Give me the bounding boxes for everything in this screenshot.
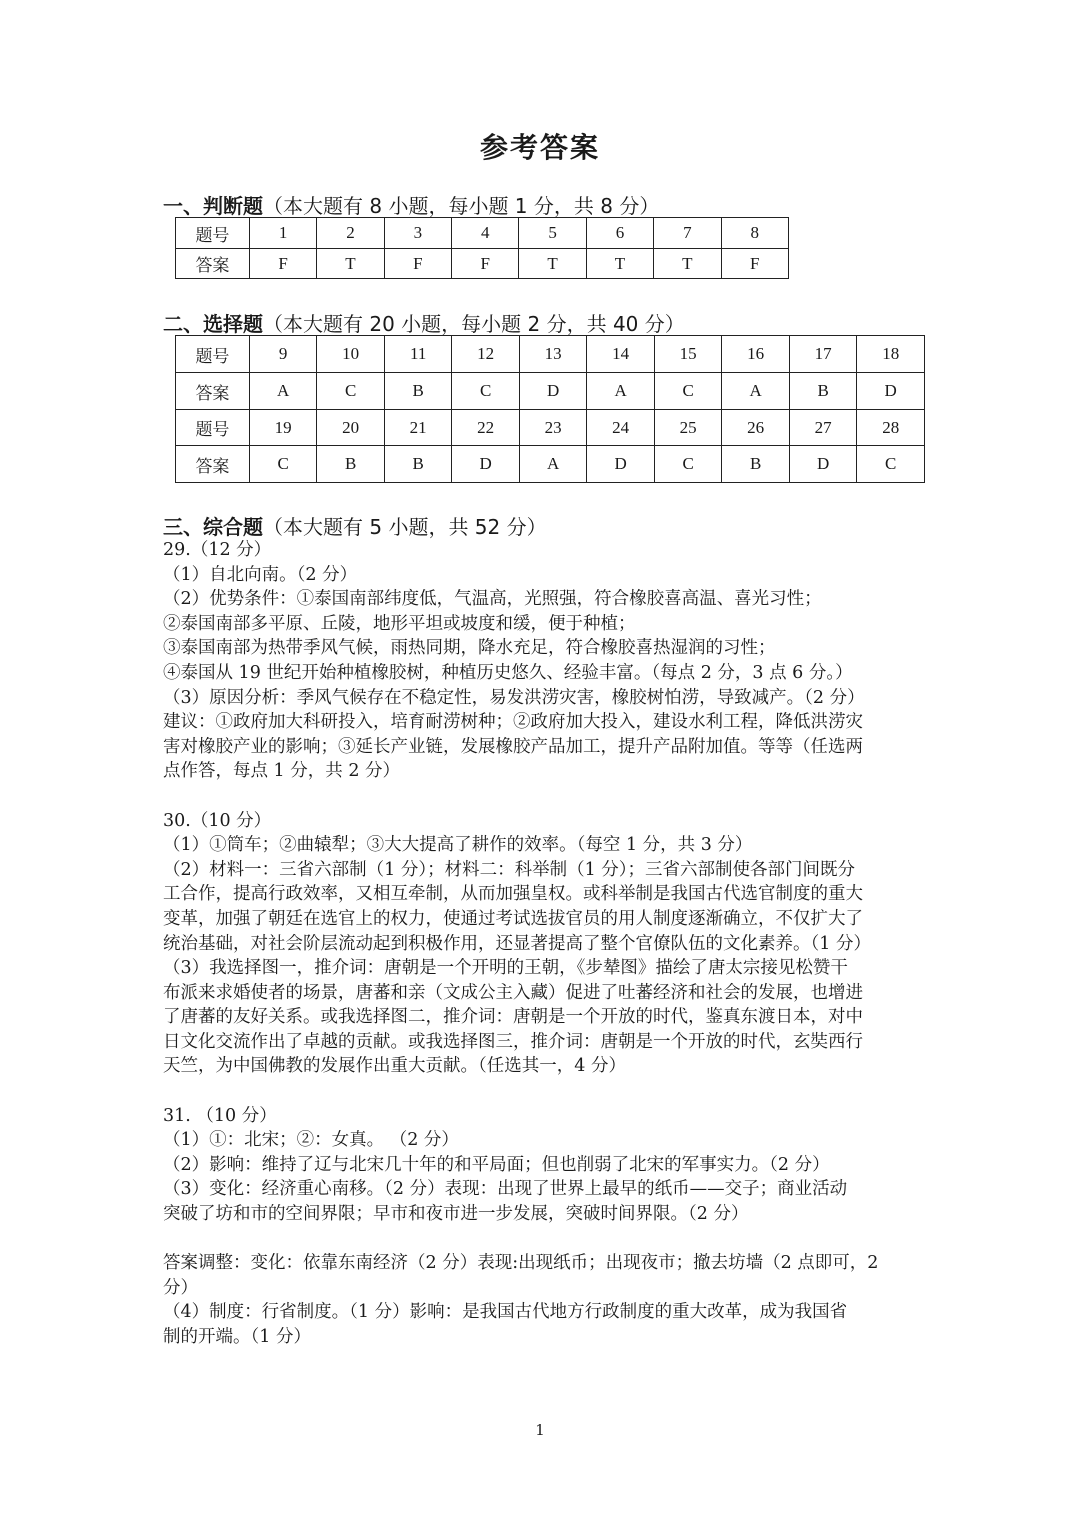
- answer-line: （2）影响：维持了辽与北宋几十年的和平局面；但也削弱了北宋的军事实力。（2 分）: [163, 1154, 830, 1175]
- answer-line: （2）材料一：三省六部制（1 分）；材料二：科举制（1 分）；三省六部制使各部门间既分: [163, 859, 856, 880]
- choice-answer-table: [175, 335, 925, 483]
- table-row: [176, 373, 925, 410]
- answer-line: 分）: [163, 1277, 198, 1298]
- answer-line: （3）原因分析：季风气候存在不稳定性，易发洪涝灾害，橡胶树怕涝，导致减产。（2 分）: [163, 687, 865, 708]
- answer-cell: T: [317, 249, 384, 279]
- answer-cell: T: [519, 249, 586, 279]
- question-number: 27: [789, 410, 857, 446]
- row-label-question: 题号: [176, 336, 250, 373]
- question-number: 5: [519, 218, 586, 249]
- answer-line: 制的开端。（1 分）: [163, 1327, 311, 1347]
- answer-cell: B: [384, 373, 452, 410]
- answer-cell: C: [249, 446, 317, 483]
- section3-heading-note: （本大题有 5 小题，共 52 分）: [263, 515, 547, 539]
- answer-cell: A: [519, 446, 587, 483]
- table-row: [176, 446, 925, 483]
- table-row: [176, 218, 789, 249]
- answer-line: 害对橡胶产业的影响；③延长产业链，发展橡胶产品加工，提升产品附加值。等等（任选两: [163, 736, 863, 757]
- row-label-question: 题号: [176, 410, 250, 446]
- answer-cell: C: [317, 373, 385, 410]
- question-number: 15: [654, 336, 722, 373]
- section1-heading-note: （本大题有 8 小题，每小题 1 分，共 8 分）: [263, 194, 660, 218]
- question-number: 18: [857, 336, 925, 373]
- answer-line: 统治基础，对社会阶层流动起到积极作用，还显著提高了整个官僚队伍的文化素养。（1 分）: [163, 933, 871, 954]
- section2-heading: [163, 308, 685, 337]
- answer-cell: T: [586, 249, 653, 279]
- answer-cell: C: [452, 373, 520, 410]
- question-31-answer: [163, 1104, 923, 1227]
- answer-line: 天竺，为中国佛教的发展作出重大贡献。（任选其一，4 分）: [163, 1056, 626, 1077]
- question-number: 13: [519, 336, 587, 373]
- answer-line: ②泰国南部多平原、丘陵，地形平坦或坡度和缓，便于种植；: [163, 613, 636, 634]
- answer-line: ③泰国南部为热带季风气候，雨热同期，降水充足，符合橡胶喜热湿润的习性；: [163, 638, 776, 659]
- question-number: 24: [587, 410, 655, 446]
- answer-line: 工合作，提高行政效率，又相互牵制，从而加强皇权。或科举制是我国古代选官制度的重大: [163, 884, 863, 905]
- question-number: 8: [721, 218, 789, 249]
- table-row: [176, 410, 925, 446]
- answer-line: 突破了坊和市的空间界限；早市和夜市进一步发展，突破时间界限。（2 分）: [163, 1204, 749, 1225]
- answer-cell: C: [654, 373, 722, 410]
- question-number: 10: [317, 336, 385, 373]
- row-label-question: 题号: [176, 218, 250, 249]
- question-number: 14: [587, 336, 655, 373]
- answer-line: （1）①筒车；②曲辕犁；③大大提高了耕作的效率。（每空 1 分，共 3 分）: [163, 835, 753, 856]
- page-title: 参考答案: [479, 131, 600, 164]
- answer-cell: A: [249, 373, 317, 410]
- answer-cell: A: [587, 373, 655, 410]
- answer-cell: B: [789, 373, 857, 410]
- section3-heading-label: 三、综合题: [163, 515, 263, 539]
- answer-line: ④泰国从 19 世纪开始种植橡胶树，种植历史悠久、经验丰富。（每点 2 分，3 点 6 分。）: [163, 662, 853, 683]
- answer-cell: B: [384, 446, 452, 483]
- answer-line: 答案调整：变化：依靠东南经济（2 分）表现:出现纸币；出现夜市；撤去坊墙（2 点即可，2: [163, 1253, 879, 1274]
- answer-cell: C: [857, 446, 925, 483]
- question-number: 7: [654, 218, 721, 249]
- question-number: 11: [384, 336, 452, 373]
- answer-cell: D: [857, 373, 925, 410]
- section1-heading-label: 一、判断题: [163, 194, 263, 218]
- answer-line: 31. （10 分）: [163, 1105, 277, 1126]
- row-label-answer: 答案: [176, 249, 250, 279]
- question-31-adjustment: [163, 1251, 923, 1349]
- answer-line: 日文化交流作出了卓越的贡献。或我选择图三，推介词：唐朝是一个开放的时代，玄奘西行: [163, 1031, 863, 1052]
- question-29-answer: [163, 538, 923, 784]
- answer-line: （4）制度：行省制度。（1 分）影响：是我国古代地方行政制度的重大改革，成为我国省: [163, 1302, 848, 1323]
- answer-cell: D: [519, 373, 587, 410]
- question-number: 3: [384, 218, 451, 249]
- section3-heading: [163, 511, 547, 540]
- question-number: 9: [249, 336, 317, 373]
- question-number: 1: [249, 218, 316, 249]
- section2-heading-note: （本大题有 20 小题，每小题 2 分，共 40 分）: [263, 312, 685, 336]
- answer-cell: F: [452, 249, 519, 279]
- judgement-answer-table: [175, 217, 789, 279]
- answer-cell: D: [452, 446, 520, 483]
- answer-line: 30.（10 分）: [163, 810, 272, 831]
- question-number: 23: [519, 410, 587, 446]
- answer-cell: F: [384, 249, 451, 279]
- answer-cell: F: [721, 249, 789, 279]
- answer-line: 点作答，每点 1 分，共 2 分）: [163, 761, 401, 782]
- section1-heading: [163, 190, 659, 219]
- comprehensive-answers: [163, 538, 923, 1350]
- answer-cell: T: [654, 249, 721, 279]
- question-number: 20: [317, 410, 385, 446]
- question-30-answer: [163, 809, 923, 1080]
- answer-cell: A: [722, 373, 790, 410]
- question-number: 21: [384, 410, 452, 446]
- page-number: 1: [535, 1421, 545, 1439]
- answer-line: 布派来求婚使者的场景，唐蕃和亲（文成公主入藏）促进了吐蕃经济和社会的发展，也增进: [163, 982, 863, 1003]
- answer-cell: D: [587, 446, 655, 483]
- answer-cell: B: [317, 446, 385, 483]
- question-number: 19: [249, 410, 317, 446]
- answer-line: 建议：①政府加大科研投入，培育耐涝树种；②政府加大投入，建设水利工程，降低洪涝灾: [163, 712, 863, 733]
- row-label-answer: 答案: [176, 373, 250, 410]
- question-number: 4: [452, 218, 519, 249]
- answer-cell: D: [789, 446, 857, 483]
- question-number: 16: [722, 336, 790, 373]
- question-number: 26: [722, 410, 790, 446]
- table-row: [176, 336, 925, 373]
- answer-cell: B: [722, 446, 790, 483]
- answer-line: （3）我选择图一，推介词：唐朝是一个开明的王朝，《步辇图》描绘了唐太宗接见松赞干: [163, 958, 848, 979]
- question-number: 17: [789, 336, 857, 373]
- question-number: 2: [317, 218, 384, 249]
- answer-line: （2）优势条件：①泰国南部纬度低，气温高，光照强，符合橡胶喜高温、喜光习性；: [163, 589, 822, 610]
- question-number: 28: [857, 410, 925, 446]
- question-number: 12: [452, 336, 520, 373]
- answer-line: 变革，加强了朝廷在选官上的权力，使通过考试选拔官员的用人制度逐渐确立，不仅扩大了: [163, 908, 863, 929]
- question-number: 25: [654, 410, 722, 446]
- answer-cell: C: [654, 446, 722, 483]
- answer-line: 了唐蕃的友好关系。或我选择图二，推介词：唐朝是一个开放的时代，鉴真东渡日本，对中: [163, 1007, 863, 1028]
- section2-heading-label: 二、选择题: [163, 312, 263, 336]
- answer-line: 29.（12 分）: [163, 540, 272, 560]
- table-row: [176, 249, 789, 279]
- answer-cell: F: [249, 249, 316, 279]
- row-label-answer: 答案: [176, 446, 250, 483]
- question-number: 6: [586, 218, 653, 249]
- answer-line: （1）自北向南。（2 分）: [163, 564, 358, 585]
- answer-line: （3）变化：经济重心南移。（2 分）表现：出现了世界上最早的纸币——交子；商业活动: [163, 1179, 848, 1200]
- answer-line: （1）①：北宋；②：女真。 （2 分）: [163, 1130, 459, 1151]
- question-number: 22: [452, 410, 520, 446]
